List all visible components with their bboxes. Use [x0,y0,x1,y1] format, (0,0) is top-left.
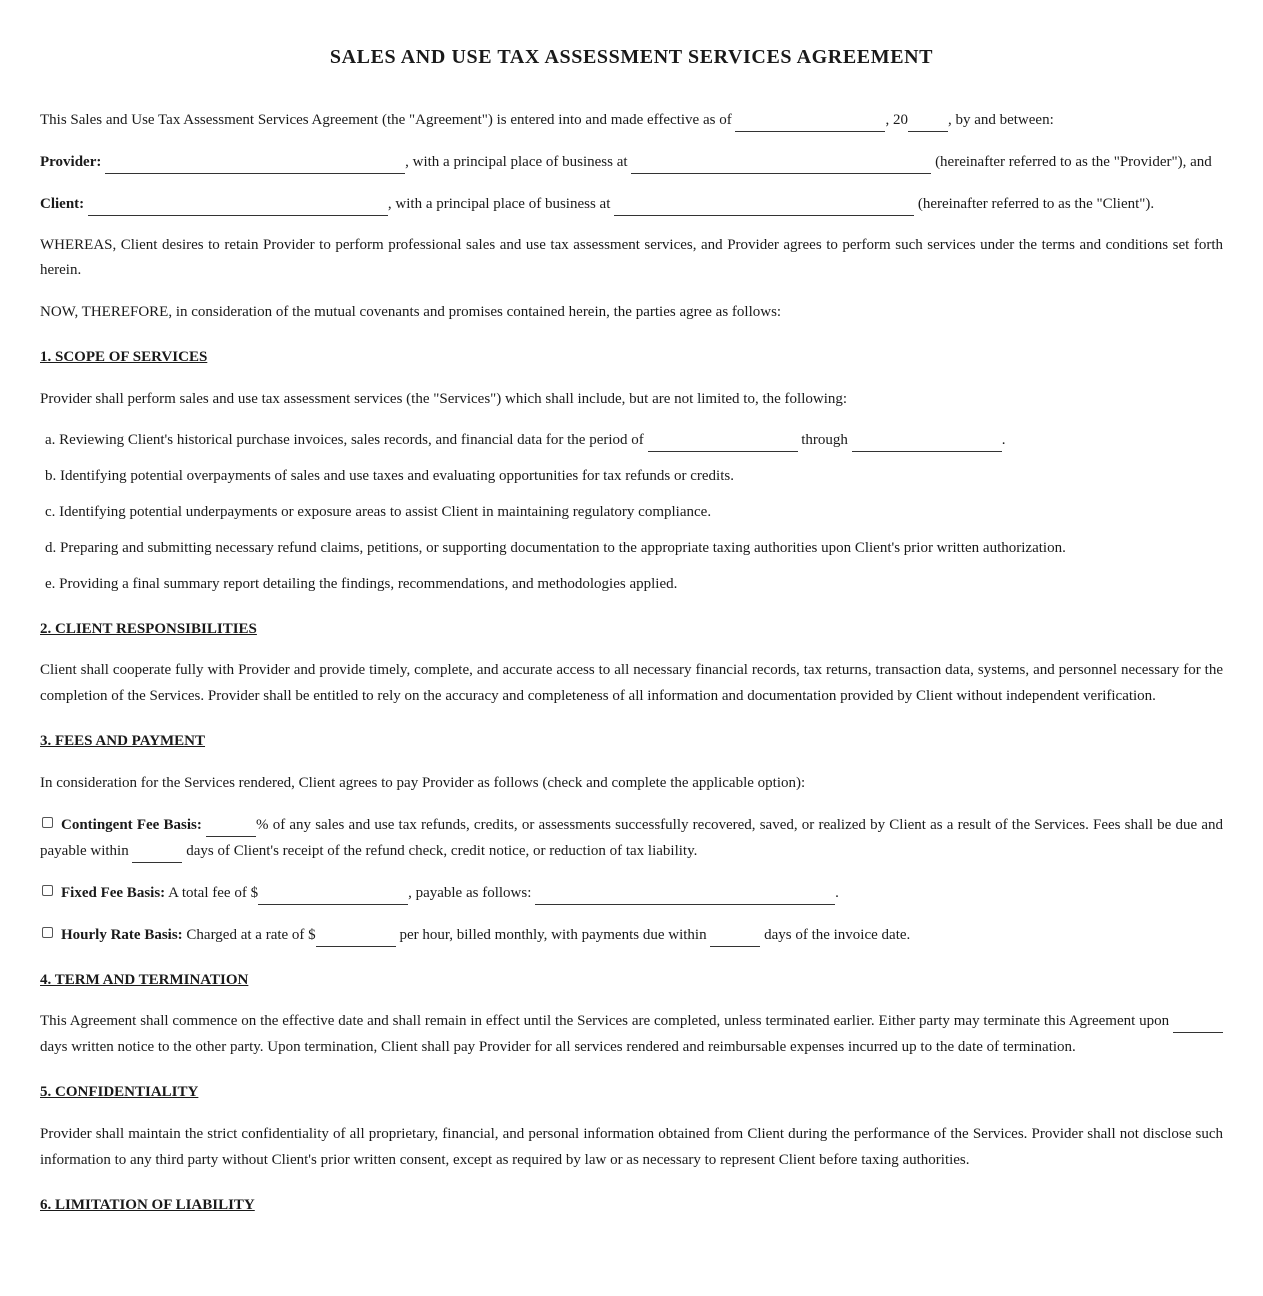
scope-item-c: c. Identifying potential underpayments or exposure areas to assist Client in maintaining regulatory compliance. [45,504,712,520]
contingent-fee-label: Contingent Fee Basis: [61,817,202,833]
provider-end-text: (hereinafter referred to as the "Provider"), and [935,154,1212,170]
contingent-percent-field[interactable] [206,816,256,837]
fixed-fee-amount-field[interactable] [258,884,408,905]
effective-date-field[interactable] [735,111,885,132]
hourly-rate-field[interactable] [316,926,396,947]
client-name-field[interactable] [88,195,388,216]
intro-text: This Sales and Use Tax Assessment Services Agreement (the "Agreement") is entered into and made effective as of [40,112,732,128]
client-end-text: (hereinafter referred to as the "Client"). [917,196,1155,212]
fixed-fee-terms-field[interactable] [535,884,835,905]
fixed-fee-text-1: A total fee of $ [168,885,259,901]
fixed-fee-checkbox[interactable] [42,885,53,896]
hourly-days-field[interactable] [710,926,760,947]
provider-address-field[interactable] [631,153,931,174]
provider-mid-text: , with a principal place of business at [405,154,628,170]
contingent-fee-checkbox[interactable] [42,817,53,828]
section-3-intro: In consideration for the Services rendered, Client agrees to pay Provider as follows (check and complete the applicable option): [40,775,806,791]
document-title: SALES AND USE TAX ASSESSMENT SERVICES AGREEMENT [329,46,934,68]
section-4-text-1: This Agreement shall commence on the effective date and shall remain in effect until the Services are completed, unless terminated earlier. Either party may terminate this Agreement upon [40,1013,1170,1029]
provider-paragraph [40,149,1223,175]
client-label: Client: [40,196,85,212]
scope-item-a [40,427,1223,453]
fixed-fee-end: . [835,885,839,901]
hourly-rate-checkbox[interactable] [42,927,53,938]
section-5-text: Provider shall maintain the strict confidentiality of all proprietary, financial, and personal information obtained from Client during the performance of the Services. Provider shall not disclose such information to any third party without Client's prior written consent, except as required by law or as necessary to represent Client before taxing authorities. [40,1126,1223,1168]
scope-item-a-end: . [1001,432,1006,448]
provider-name-field[interactable] [105,153,405,174]
fixed-fee-label: Fixed Fee Basis: [61,885,166,901]
effective-year-field[interactable] [908,111,948,132]
client-mid-text: , with a principal place of business at [387,196,611,212]
scope-item-e: e. Providing a final summary report detailing the findings, recommendations, and methodologies applied. [45,576,678,592]
fixed-fee-option [40,880,1223,906]
section-5-heading: 5. CONFIDENTIALITY [40,1084,199,1100]
section-2-heading: 2. CLIENT RESPONSIBILITIES [40,621,257,637]
period-end-field[interactable] [852,431,1002,452]
now-therefore-paragraph: NOW, THEREFORE, in consideration of the mutual covenants and promises contained herein, the parties agree as follows: [40,304,782,320]
intro-paragraph [40,107,1223,133]
scope-item-a-text: a. Reviewing Client's historical purchase invoices, sales records, and financial data for the period of [45,432,644,448]
hourly-rate-text-3: days of the invoice date. [764,927,911,943]
contingent-days-field[interactable] [132,842,182,863]
section-6-heading: 6. LIMITATION OF LIABILITY [40,1197,255,1213]
section-1-heading: 1. SCOPE OF SERVICES [40,349,208,365]
hourly-rate-label: Hourly Rate Basis: [61,927,183,943]
section-4-heading: 4. TERM AND TERMINATION [40,972,249,988]
client-address-field[interactable] [614,195,914,216]
whereas-paragraph: WHEREAS, Client desires to retain Provider to perform professional sales and use tax assessment services, and Provider agrees to perform such services under the terms and conditions set forth herein. [40,237,1223,278]
scope-item-d: d. Preparing and submitting necessary refund claims, petitions, or supporting documentation to the appropriate taxing authorities upon Client's prior written authorization. [45,540,1066,556]
termination-notice-days-field[interactable] [1173,1012,1223,1033]
section-4-text-2: days written notice to the other party. Upon termination, Client shall pay Provider for all services rendered and reimbursable expenses incurred up to the date of termination. [40,1038,1076,1055]
fixed-fee-text-2: , payable as follows: [408,885,532,901]
hourly-rate-option [40,922,1223,948]
contingent-fee-text-2: days of Client's receipt of the refund check, credit notice, or reduction of tax liability. [186,843,698,859]
scope-item-b: b. Identifying potential overpayments of sales and use taxes and evaluating opportunities for tax refunds or credits. [45,468,734,484]
hourly-rate-text-1: Charged at a rate of $ [186,927,316,943]
provider-label: Provider: [40,154,102,170]
scope-item-a-through: through [801,432,848,448]
intro-year-prefix: , 20 [885,112,908,128]
section-4-text [40,1009,1223,1060]
contingent-fee-text-1: % of any sales and use tax refunds, credits, or assessments successfully recovered, saved, or realized by Client as a result of the Services. Fees shall be due and payable within [40,817,1224,859]
hourly-rate-text-2: per hour, billed monthly, with payments due within [399,927,707,943]
client-paragraph [40,191,1223,217]
section-2-text: Client shall cooperate fully with Provider and provide timely, complete, and accurate access to all necessary financial records, tax returns, transaction data, systems, and personnel necessary for the completion of the Services. Provider shall be entitled to rely on the accuracy and completeness of all information and documentation provided by Client without independent verification. [40,662,1223,704]
section-3-heading: 3. FEES AND PAYMENT [40,733,206,749]
section-1-intro: Provider shall perform sales and use tax assessment services (the "Services") which shall include, but are not limited to, the following: [40,391,848,407]
contingent-fee-option [40,812,1223,864]
period-start-field[interactable] [648,431,798,452]
intro-after-text: , by and between: [947,112,1054,128]
